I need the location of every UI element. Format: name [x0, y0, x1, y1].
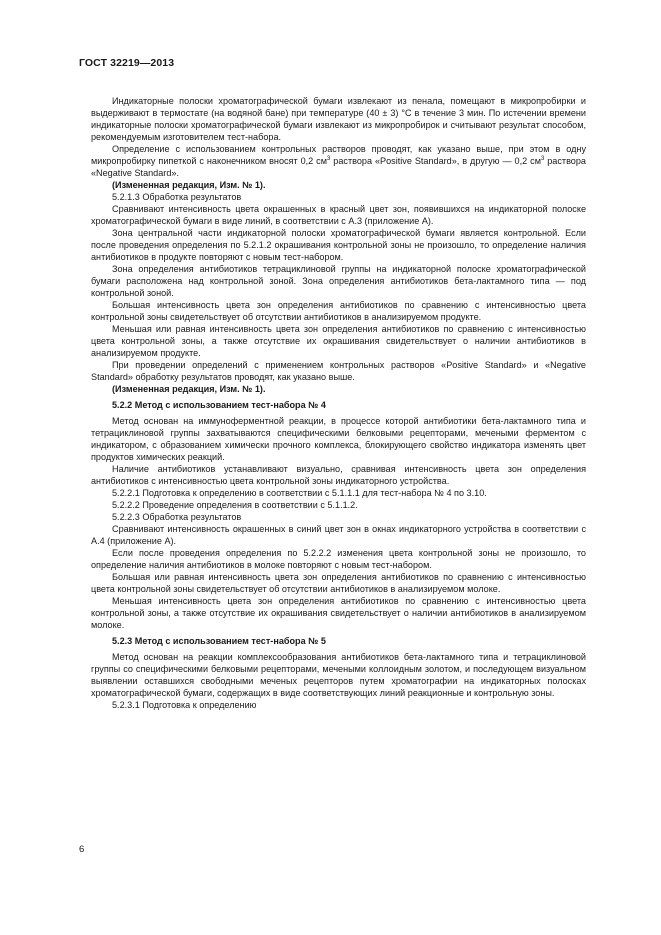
paragraph: Сравнивают интенсивность цвета окрашенных в красный цвет зон, появившихся на индикаторной полоске хроматографической бумаги в виде линий, в соответствии с А.3 (приложение А).: [91, 204, 586, 226]
amendment-note: (Измененная редакция, Изм. № 1).: [112, 384, 266, 394]
text-run: раствора «Negative Standard».: [91, 156, 586, 178]
paragraph: Зона определения антибиотиков тетрациклиновой группы на индикаторной полоске хроматографической бумаги расположена над контрольной зоной. Зона определения антибиотиков бета-лактамного типа — под контрольной зоной.: [91, 264, 586, 298]
superscript: 3: [327, 155, 331, 162]
section-heading: 5.2.2 Метод с использованием тест-набора № 4: [112, 400, 326, 410]
paragraph: Меньшая или равная интенсивность цвета зон определения антибиотиков по сравнению с интенсивностью цвета контрольной зоны, а также отсутствие их окрашивания свидетельствует о наличии антибиотиков в анализируемом продукте.: [91, 324, 586, 358]
subsection-heading: 5.2.2.1 Подготовка к определению в соответствии с 5.1.1.1 для тест-набора № 4 по 3.10.: [112, 488, 487, 498]
subsection-heading: 5.2.3.1 Подготовка к определению: [112, 700, 257, 710]
text-run: Определение с использованием контрольных растворов проводят, как указано выше, при этом в одну микропробирку пипеткой с наконечником вносят 0,2 см: [91, 144, 586, 166]
paragraph: Наличие антибиотиков устанавливают визуально, сравнивая интенсивность цвета зон определения антибиотиков с интенсивностью цвета контрольной зоны индикаторного устройства.: [91, 464, 586, 486]
paragraph: Большая или равная интенсивность цвета зон определения антибиотиков по сравнению с интенсивностью цвета контрольной зоны свидетельствует об отсутствии антибиотиков в анализируемом молоке.: [91, 572, 586, 594]
paragraph: Если после проведения определения по 5.2.2.2 изменения цвета контрольной зоны не произошло, то определение наличия антибиотиков в молоке повторяют с новым тест-набором.: [91, 548, 586, 570]
paragraph: При проведении определений с применением контрольных растворов «Positive Standard» и «Negative Standard» обработку результатов проводят, как указано выше.: [91, 360, 586, 382]
subsection-heading: 5.2.1.3 Обработка результатов: [112, 192, 242, 202]
paragraph: Метод основан на реакции комплексообразования антибиотиков бета-лактамного типа и тетрациклиновой группы со специфическими белковыми рецепторами, мечеными коллоидным золотом, и последующем визуальном выявлении оставшихся свободными меченых рецепторов путем хроматографии на индикаторных полосках хроматографической бумаги, содержащих в виде соответствующих линий реакционные и контрольную зоны.: [91, 652, 586, 698]
subsection-heading: 5.2.2.3 Обработка результатов: [112, 512, 242, 522]
superscript: 3: [540, 155, 545, 162]
paragraph: Зона центральной части индикаторной полоски хроматографической бумаги является контрольной. Если после проведения определения по 5.2.1.2 окрашивания контрольной зоны не произошло, то определение наличия антибиотиков в продукте повторяют с новым тест-набором.: [91, 228, 586, 262]
document-body: [91, 95, 586, 711]
page-number: 6: [79, 844, 85, 855]
amendment-note: (Измененная редакция, Изм. № 1).: [112, 180, 266, 190]
paragraph-control-solutions: [91, 143, 586, 179]
paragraph: Индикаторные полоски хроматографической бумаги извлекают из пенала, помещают в микропробирки и выдерживают в термостате (на водяной бане) при температуре (40 ± 3) °С в течение 3 мин. По истечении времени индикаторные полоски хроматографической бумаги извлекают из микропробирок и считывают результат способом, рекомендуемым изготовителем тест-набора.: [91, 96, 586, 142]
section-heading: 5.2.3 Метод с использованием тест-набора № 5: [112, 636, 326, 646]
paragraph: Меньшая интенсивность цвета зон определения антибиотиков по сравнению с интенсивностью цвета контрольной зоны, а также отсутствие их окрашивания свидетельствует о наличии антибиотиков в анализируемом молоке.: [91, 596, 586, 630]
standard-header: ГОСТ 32219—2013: [79, 57, 175, 69]
paragraph: Сравнивают интенсивность окрашенных в синий цвет зон в окнах индикаторного устройства в соответствии с А.4 (приложение А).: [91, 524, 586, 546]
subsection-heading: 5.2.2.2 Проведение определения в соответствии с 5.1.1.2.: [112, 500, 358, 510]
text-run: раствора «Positive Standard», в другую — 0,2 см: [330, 156, 541, 166]
paragraph: Метод основан на иммуноферментной реакции, в процессе которой антибиотики бета-лактамного типа и тетрациклиновой группы захватываются специфическими белковыми рецепторами, мечеными ферментом с индикатором, с образованием химически прочного комплекса, блокирующего свойство индикатора изменять цвет продуктов химических реакций.: [91, 416, 586, 462]
paragraph: Большая интенсивность цвета зон определения антибиотиков по сравнению с интенсивностью цвета контрольной зоны свидетельствует об отсутствии антибиотиков в анализируемом продукте.: [91, 300, 586, 322]
